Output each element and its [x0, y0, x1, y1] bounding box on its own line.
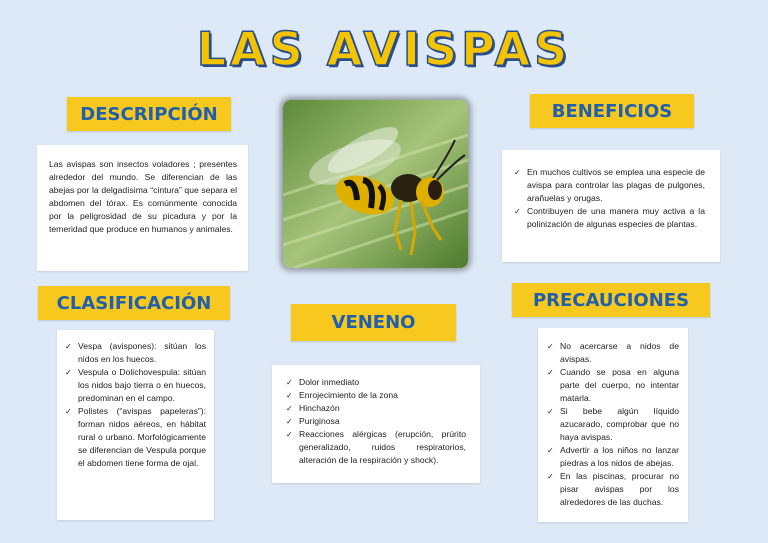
- veneno-item: ✓ Hinchazón: [286, 403, 340, 413]
- precauciones-card: [538, 328, 688, 522]
- clasificacion-card: [57, 330, 214, 520]
- beneficios-item: ✓ En muchos cultivos se emplea una especie de avispa para controlar las plagas de pulgones, arañuelas y orugas.: [514, 167, 705, 203]
- checkmark-icon: ✓: [514, 168, 521, 177]
- veneno-heading-text: VENENO: [331, 312, 416, 333]
- wasp-photo-image: [283, 100, 468, 268]
- page-title: LAS AVISPAS: [196, 22, 572, 76]
- checkmark-icon: ✓: [514, 207, 521, 216]
- veneno-card: [272, 365, 480, 483]
- precauciones-heading: [512, 283, 710, 317]
- checkmark-icon: ✓: [547, 342, 554, 351]
- clasificacion-heading: [38, 286, 230, 320]
- clasificacion-item: ✓ Vespa (avispones): sitúan los nidos en los huecos.: [65, 341, 206, 364]
- beneficios-heading: [530, 94, 694, 128]
- checkmark-icon: ✓: [286, 391, 293, 400]
- beneficios-card: [502, 150, 720, 262]
- precauciones-item: ✓ Si bebe algún líquido azucarado, comprobar que no haya avispas.: [547, 406, 679, 442]
- clasificacion-item: ✓ Vespula o Dolichovespula: sitúan los nidos bajo tierra o en huecos, predominan en el campo.: [65, 367, 206, 403]
- descripcion-card: [37, 145, 248, 271]
- precauciones-heading-text: PRECAUCIONES: [532, 289, 690, 311]
- beneficios-item: ✓ Contribuyen de una manera muy activa a la polinización de algunas especies de plantas.: [514, 206, 705, 229]
- checkmark-icon: ✓: [65, 368, 72, 377]
- checkmark-icon: ✓: [286, 404, 293, 413]
- descripcion-heading: [67, 97, 231, 131]
- wasp-photo: [283, 100, 468, 268]
- checkmark-icon: ✓: [286, 430, 293, 439]
- checkmark-icon: ✓: [286, 417, 293, 426]
- clasificacion-heading-text: CLASIFICACIÓN: [56, 292, 212, 314]
- precauciones-item: ✓ Advertir a los niños no lanzar piedras a los nidos de abejas.: [547, 445, 679, 468]
- checkmark-icon: ✓: [65, 407, 72, 416]
- veneno-item: ✓ Puriginosa: [286, 416, 340, 426]
- checkmark-icon: ✓: [547, 368, 554, 377]
- checkmark-icon: ✓: [65, 342, 72, 351]
- descripcion-heading-text: DESCRIPCIÓN: [80, 103, 218, 125]
- veneno-heading: [291, 304, 456, 341]
- checkmark-icon: ✓: [547, 446, 554, 455]
- precauciones-item: ✓ No acercarse a nidos de avispas.: [547, 341, 679, 364]
- veneno-item: ✓ Dolor inmediato: [286, 377, 360, 387]
- checkmark-icon: ✓: [286, 378, 293, 387]
- descripcion-text: Las avispas son insectos voladores ; presentes alrededor del mundo. Se diferencian de las abejas por la delgadísima “cintura” que separa el abdomen del tórax. Es comúnmente conocida por la peligrosidad de su picadura y por la temeridad que produce en humanos y animales.: [49, 159, 237, 234]
- beneficios-heading-text: BENEFICIOS: [551, 100, 673, 122]
- veneno-item: ✓ Reacciones alérgicas (erupción, prúrito generalizado, ruidos respiratorios, alteración de la respiración y shock).: [286, 429, 466, 465]
- checkmark-icon: ✓: [547, 472, 554, 481]
- clasificacion-item: ✓ Polistes (“avispas papeleras”): forman nidos aéreos, en hábitat rural o urbano. Morfológicamente se diferencian de Vespula porque el abdomen tiene forma de ojal.: [65, 406, 206, 468]
- precauciones-item: ✓ Cuando se posa en alguna parte del cuerpo, no intentar matarla.: [547, 367, 679, 403]
- precauciones-item: ✓ En las piscinas, procurar no pisar avispas por los alrededores de las duchas.: [547, 471, 679, 507]
- veneno-item: ✓ Enrojecimiento de la zona: [286, 390, 398, 400]
- checkmark-icon: ✓: [547, 407, 554, 416]
